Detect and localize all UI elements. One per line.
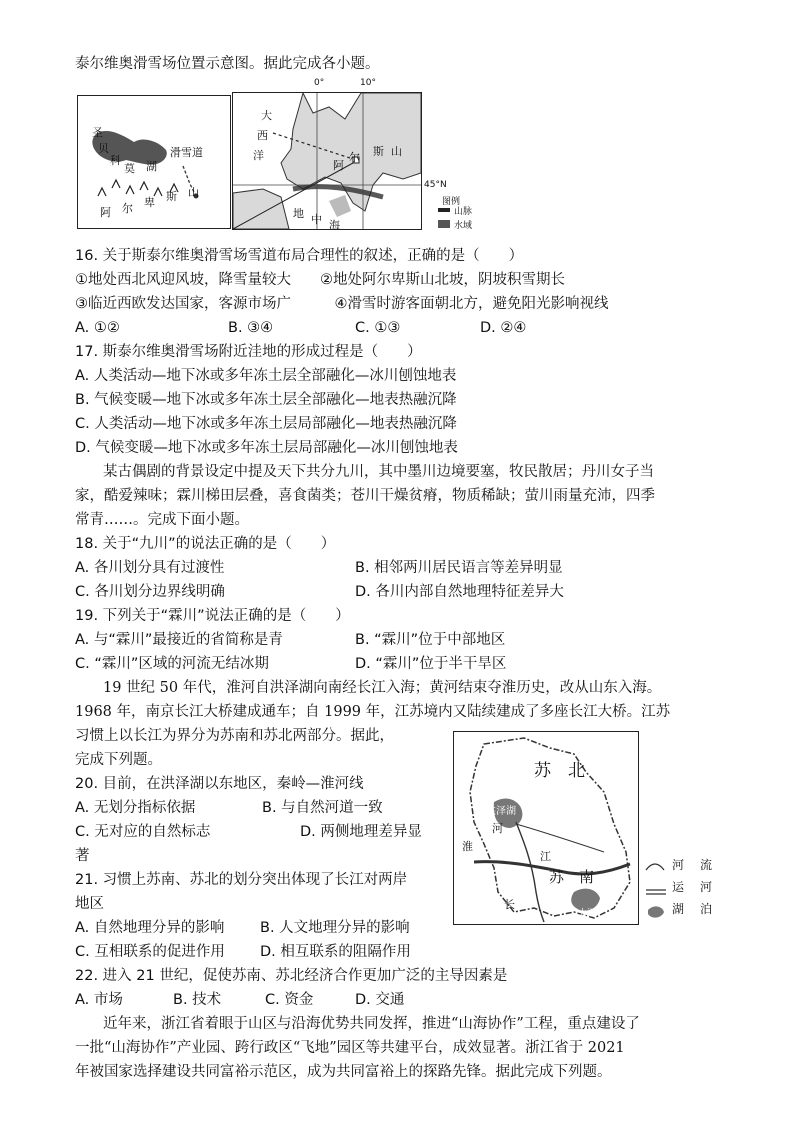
q21-option-a: A. 自然地理分异的影响	[75, 920, 225, 936]
legend-he2: 河	[700, 880, 713, 894]
hongze-lake-label: 洪泽湖	[486, 806, 516, 817]
huai-label: 淮	[462, 840, 473, 853]
chang-label: 长	[504, 898, 515, 911]
ocean-label-1: 大	[261, 109, 272, 122]
q20-option-d: D. 两侧地理差异显	[300, 824, 422, 840]
alps-label-3: 斯	[373, 145, 384, 158]
q20-stem: 20. 目前，在洪泽湖以东地区，秦岭—淮河线	[75, 776, 364, 792]
q21-option-b: B. 人文地理分异的影响	[260, 920, 410, 936]
lake-label-3: 科	[110, 154, 121, 167]
legend-liu: 流	[700, 858, 713, 872]
river-label: 河	[492, 822, 503, 835]
q18-option-b: B. 相邻两川居民语言等差异明显	[355, 560, 563, 576]
q22-option-c: C. 资金	[265, 992, 314, 1008]
passage3-line3: 习惯上以长江为界分为苏南和苏北两部分。据此，	[75, 728, 394, 744]
legend-he: 河	[672, 858, 685, 872]
mtn-char-2: 尔	[122, 202, 133, 215]
q20-option-b: B. 与自然河道一致	[262, 800, 383, 816]
legend-hu: 湖	[672, 902, 685, 916]
passage3-line1: 19 世纪 50 年代，淮河自洪泽湖向南经长江入海；黄河结束夺淮历史，改从山东入海。	[103, 680, 662, 696]
q18-option-a: A. 各川划分具有过渡性	[75, 560, 225, 576]
legend-water-swatch	[438, 220, 450, 228]
mtn-char-3: 卑	[144, 196, 155, 209]
legend-bo: 泊	[700, 902, 713, 916]
jiangsu-map	[453, 731, 639, 925]
passage2-line2: 家，酷爱辣味；霖川梯田层叠，喜食菌类；苍川干燥贫瘠，物质稀缺；萤川雨量充沛，四季	[75, 488, 655, 504]
lat-45-label: 45°N	[424, 180, 447, 190]
legend-mountain-swatch	[438, 208, 450, 212]
q21-stem-line2: 地区	[75, 896, 104, 912]
q17-option-d: D. 气候变暖—地下冰或多年冻土层局部融化—冰川刨蚀地表	[75, 440, 458, 456]
lake-label-4: 莫	[124, 162, 135, 175]
passage2-line1: 某古偶剧的背景设定中提及天下共分九川，其中墨川边境要塞，牧民散居；丹川女子当	[103, 464, 654, 480]
mtn-char-5: 山	[188, 186, 199, 199]
q22-option-a: A. 市场	[75, 992, 123, 1008]
lake-label-2: 贝	[98, 142, 109, 155]
alps-label-2: 尔	[349, 151, 360, 164]
q17-option-c: C. 人类活动—地下冰或多年冻土层局部融化—地表热融沉降	[75, 416, 457, 432]
q21-option-c: C. 互相联系的促进作用	[75, 944, 225, 960]
passage4-line1: 近年来，浙江省着眼于山区与沿海优势共同发挥，推进“山海协作”工程，重点建设了	[103, 1016, 640, 1032]
q21-option-d: D. 相互联系的阻隔作用	[260, 944, 411, 960]
q17-option-a: A. 人类活动—地下冰或多年冻土层全部融化—冰川刨蚀地表	[75, 368, 457, 384]
jiangsu-map-legend	[644, 856, 716, 926]
q19-stem: 19. 下列关于“霖川”说法正确的是（ ）	[75, 608, 350, 624]
q19-option-c: C. “霖川”区域的河流无结冰期	[75, 656, 269, 672]
alps-label-1: 阿	[333, 159, 344, 172]
q16-line2: ③临近西欧发达国家，客源市场广 ④滑雪时游客面朝北方，避免阳光影响视线	[75, 296, 609, 312]
lake-label-1: 圣	[92, 126, 103, 139]
q19-option-b: B. “霖川”位于中部地区	[355, 632, 506, 648]
europe-location-map	[232, 78, 492, 230]
lake-label-5: 湖	[146, 160, 157, 173]
passage4-line3: 年被国家选择建设共同富裕示范区，成为共同富裕上的探路先锋。据此完成下列题。	[75, 1064, 612, 1080]
passage4-line2: 一批“山海协作”产业园、跨行政区“飞地”园区等共建平台，成效显著。浙江省于 2021	[75, 1040, 625, 1056]
jiang-label: 江	[540, 850, 551, 863]
south-jiangsu-label: 苏 南	[549, 868, 595, 886]
q22-option-d: D. 交通	[355, 992, 405, 1008]
q16-option-a: A. ①②	[75, 320, 120, 336]
sea-label-2: 中	[311, 213, 322, 226]
passage2-line3: 常青……。完成下面小题。	[75, 512, 249, 528]
q20-option-a: A. 无划分指标依据	[75, 800, 196, 816]
ocean-label-2: 西	[257, 129, 268, 142]
legend-mountain-label: 山脉	[454, 207, 473, 217]
ski-resort-inset-map	[77, 95, 231, 229]
lon-0-label: 0°	[314, 78, 325, 88]
europe-map-frame	[232, 92, 422, 230]
q21-stem-line1: 21. 习惯上苏南、苏北的划分突出体现了长江对两岸	[75, 872, 408, 888]
q17-stem: 17. 斯泰尔维奥滑雪场附近洼地的形成过程是（ ）	[75, 344, 422, 360]
ski-run-label: 滑雪道	[170, 146, 203, 159]
passage3-line2: 1968 年，南京长江大桥建成通车；自 1999 年，江苏境内又陆续建成了多座长江大桥。江苏	[75, 704, 671, 720]
intro-text: 泰尔维奥滑雪场位置示意图。据此完成各小题。	[75, 56, 380, 72]
q16-option-c: C. ①③	[355, 320, 401, 336]
q20-option-c: C. 无对应的自然标志	[75, 824, 211, 840]
passage3-line4: 完成下列题。	[75, 752, 162, 768]
lon-10-label: 10°	[360, 78, 376, 88]
q18-option-c: C. 各川划分边界线明确	[75, 584, 225, 600]
mtn-char-1: 阿	[100, 206, 111, 219]
taihu-label: 太湖	[578, 909, 597, 919]
q20-option-d-cont: 著	[75, 848, 90, 864]
q16-stem: 16. 关于斯泰尔维奥滑雪场雪道布局合理性的叙述，正确的是（ ）	[75, 248, 524, 264]
q16-option-b: B. ③④	[228, 320, 274, 336]
alps-label-4: 山	[391, 145, 402, 158]
q22-option-b: B. 技术	[173, 992, 222, 1008]
sea-label-3: 海	[329, 219, 340, 230]
mtn-char-4: 斯	[166, 190, 177, 203]
q22-stem: 22. 进入 21 世纪，促使苏南、苏北经济合作更加广泛的主导因素是	[75, 968, 508, 984]
q18-stem: 18. 关于“九川”的说法正确的是（ ）	[75, 536, 336, 552]
q16-line1: ①地处西北风迎风坡，降雪量较大 ②地处阿尔卑斯山北坡，阴坡积雪期长	[75, 272, 565, 288]
sea-label-1: 地	[293, 207, 304, 220]
ocean-label-3: 洋	[253, 149, 264, 162]
q19-option-a: A. 与“霖川”最接近的省简称是青	[75, 632, 283, 648]
north-jiangsu-label: 苏 北	[534, 761, 585, 781]
q19-option-d: D. “霖川”位于半干旱区	[355, 656, 507, 672]
q16-option-d: D. ②④	[480, 320, 527, 336]
q18-option-d: D. 各川内部自然地理特征差异大	[355, 584, 564, 600]
legend-title: 图例	[442, 197, 461, 207]
legend-water-label: 水域	[454, 221, 473, 231]
legend-yun: 运	[672, 880, 685, 894]
q17-option-b: B. 气候变暖—地下冰或多年冻土层全部融化—地表热融沉降	[75, 392, 457, 408]
